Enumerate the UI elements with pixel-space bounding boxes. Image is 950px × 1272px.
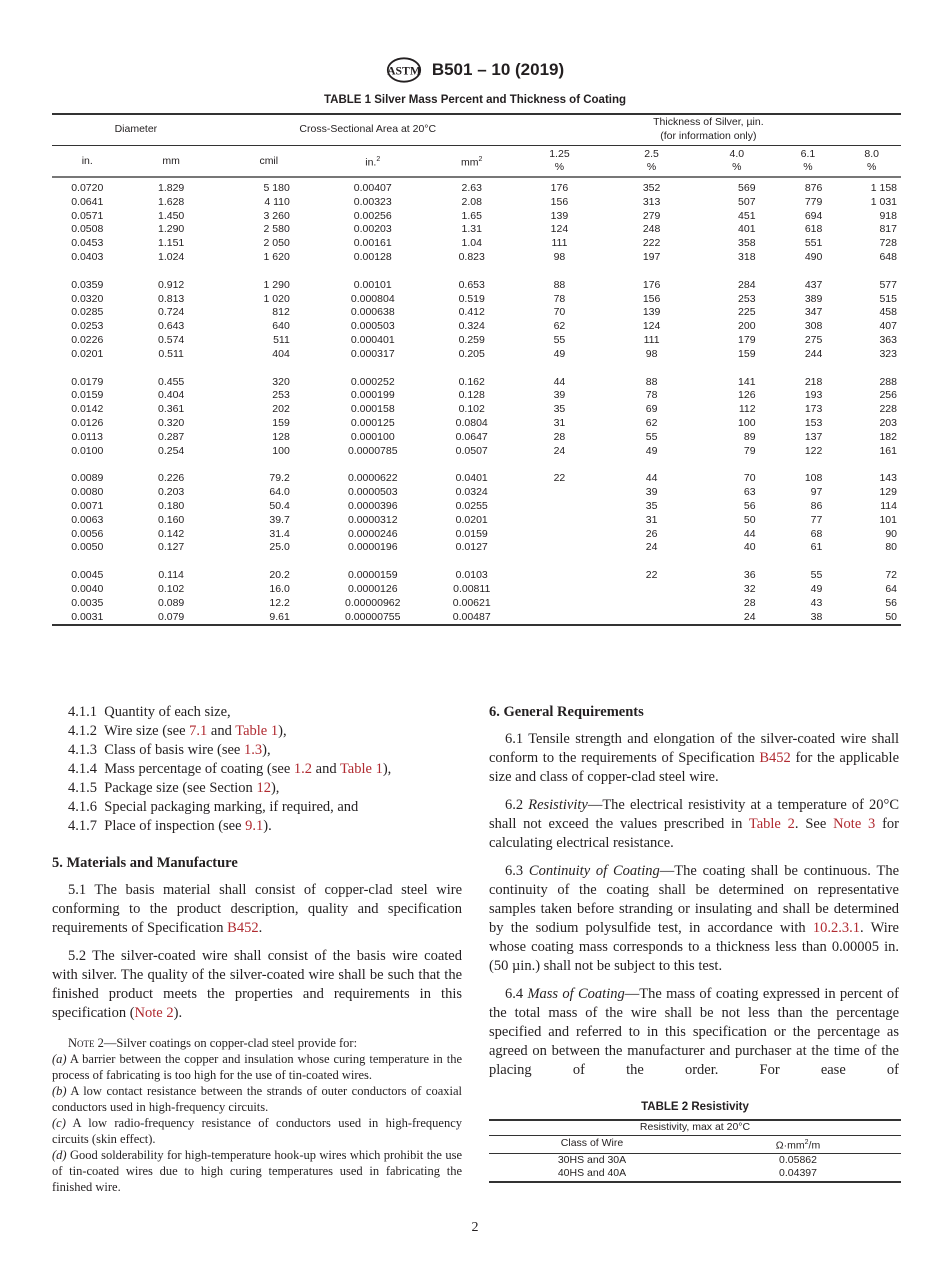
table-row: 0.0641 1.628 4 110 0.00323 2.08 156 313 507 779 1 031 — [71, 195, 897, 208]
list-item: 4.1.5 Package size (see Section 12), — [68, 780, 280, 796]
paragraph-6-3: 6.3 Continuity of Coating—The coating shall be continuous. The continuity of the coating shall be determined on representative samples taken before stranding or insulating and shall be determined by the sodium polysulfide test, in accordance with 10.2.3.1. Wire whose coating mass corresponds to a thickness less than 0.00005 in. (50 µin.) shall not be subject to this test. — [489, 863, 900, 974]
table2-title: TABLE 2 Resistivity — [641, 1101, 749, 1113]
table-row: 0.0056 0.142 31.4 0.0000246 0.0159 26 44 68 90 — [71, 527, 897, 540]
table-row: 0.0050 0.127 25.0 0.0000196 0.0127 24 40 61 80 — [71, 541, 897, 554]
list-item: 4.1.2 Wire size (see 7.1 and Table 1), — [68, 723, 287, 739]
ref-link-table1[interactable]: Table 1 — [339, 761, 383, 777]
ref-link-table1[interactable]: Table 1 — [235, 723, 279, 739]
unit-header: $\Omega\cdot mm^2/m$ — [695, 1135, 901, 1153]
table-row: 0.0320 0.813 1 020 0.000804 0.519 78 156 253 389 515 — [71, 292, 897, 305]
table-row: 0.0040 0.102 16.0 0.0000126 0.00811 32 49 64 — [71, 582, 897, 595]
table-row: 0.0201 0.511 404 0.000317 0.205 49 98 159 244 323 — [71, 347, 897, 360]
list-item: 4.1.1 Quantity of each size, — [68, 704, 231, 720]
note-2: Note 2—Silver coatings on copper-clad steel provide for: (a) A barrier between the copper and insulation whose curing temperature in the process of fabricating is too high for the use of tin-coated wires. (b) A low contact resistance between the strands of outer conductors of coaxial conductors used in high-frequency circuits. (c) A low radio-frequency resistance of conductors used in high-frequency circuits (skin effect). (d) Good solderability for high-temperature hook-up wires which prohibit the use of tin-coated wires due to high curing temperatures used in fabricating the finished wire. — [52, 1036, 462, 1194]
table-row: 0.0080 0.203 64.0 0.0000503 0.0324 39 63 97 129 — [71, 486, 897, 499]
col-mm: mm — [123, 146, 220, 178]
col-25: 2.5 % — [603, 146, 700, 178]
col-61: 6.1 % — [774, 146, 843, 178]
table-row: 0.0359 0.912 1 290 0.00101 0.653 88 176 284 437 577 — [71, 278, 897, 291]
thickness-header: Thickness of Silver, µin. (for information only) — [653, 116, 764, 142]
table-row: 0.0179 0.455 320 0.000252 0.162 44 88 141 218 288 — [71, 375, 897, 388]
ref-link-10-2-3-1[interactable]: 10.2.3.1 — [812, 920, 861, 936]
ref-link-note2[interactable]: Note 2 — [134, 1005, 174, 1021]
note-item: (b) A low contact resistance between the strands of outer conductors of coaxial conductors used in high-frequency circuits. — [52, 1084, 462, 1114]
table1-body — [52, 177, 901, 625]
col-40: 4.0 % — [700, 146, 774, 178]
table-row: 0.0453 1.151 2 050 0.00161 1.04 111 222 358 551 728 — [71, 237, 897, 250]
table1 — [52, 113, 901, 626]
svg-text:ASTM: ASTM — [386, 64, 421, 78]
col-mm2: $mm^2$ — [428, 146, 516, 178]
left-column — [52, 703, 462, 1195]
list-item: 4.1.4 Mass percentage of coating (see 1.2 and Table 1), — [68, 761, 392, 777]
note-item: (a) A barrier between the copper and insulation whose curing temperature in the process of fabricating is too high for the use of tin-coated wires. — [52, 1052, 462, 1082]
paragraph-5-1: 5.1 The basis material shall consist of copper-clad steel wire conforming to the product description, quality and specification requirements of Specification B452. — [52, 882, 462, 936]
ref-link-1-2[interactable]: 1.2 — [293, 761, 313, 777]
document-header — [0, 55, 950, 85]
astm-logo-icon — [386, 55, 422, 85]
list-item: 4.1.6 Special packaging marking, if required, and — [68, 799, 359, 815]
table-row: 0.0253 0.643 640 0.000503 0.324 62 124 200 308 407 — [71, 320, 897, 333]
col-80: 8.0 % — [842, 146, 901, 178]
diameter-header: Diameter — [114, 123, 158, 136]
ref-link-section-12[interactable]: 12 — [256, 780, 271, 796]
paragraph-6-4: 6.4 Mass of Coating—The mass of coating expressed in percent of the total mass of the wire shall be not less than the percentage specified and referred to in this specification or the percentage as agreed on between the manufacturer and purchaser at the time of the placing of the order. For ease of — [489, 986, 900, 1078]
col-in2: in.$^2$ — [318, 146, 428, 178]
section6-heading: 6. General Requirements — [489, 704, 644, 720]
table-row: 0.0285 0.724 812 0.000638 0.412 70 139 225 347 458 — [71, 306, 897, 319]
area-header: Cross-Sectional Area at 20°C — [299, 123, 437, 136]
col-125: 1.25 % — [516, 146, 603, 178]
col-cmil: cmil — [220, 146, 318, 178]
table1-title: TABLE 1 Silver Mass Percent and Thickness of Coating — [323, 94, 627, 106]
table-row: 0.0113 0.287 128 0.000100 0.0647 28 55 89 137 182 — [71, 430, 897, 443]
list-item: 4.1.7 Place of inspection (see 9.1). — [68, 818, 272, 834]
table-row: 0.0035 0.089 12.2 0.00000962 0.00621 28 43 56 — [71, 596, 897, 609]
ref-link-b452[interactable]: B452 — [227, 920, 259, 936]
order-info-list — [52, 703, 462, 836]
ref-link-9-1[interactable]: 9.1 — [245, 818, 264, 834]
table-row: 0.0031 0.079 9.61 0.00000755 0.00487 24 38 50 — [71, 610, 897, 623]
ref-link-7-1[interactable]: 7.1 — [189, 723, 208, 739]
note-item: (c) A low radio-frequency resistance of conductors used in high-frequency circuits (skin effect). — [52, 1116, 462, 1146]
class-of-wire-header: Class of Wire — [489, 1135, 695, 1153]
table-row: 0.0089 0.226 79.2 0.0000622 0.0401 22 44 70 108 143 — [71, 472, 897, 485]
ref-link-table2[interactable]: Table 2 — [748, 816, 795, 832]
table-row: 0.0403 1.024 1 620 0.00128 0.823 98 197 318 490 648 — [71, 250, 897, 263]
table-row: 0.0571 1.450 3 260 0.00256 1.65 139 279 451 694 918 — [71, 209, 897, 222]
page-number: 2 — [471, 1220, 479, 1235]
table2 — [489, 1119, 901, 1183]
paragraph-6-2: 6.2 Resistivity—The electrical resistivity at a temperature of 20°C shall not exceed the values prescribed in Table 2. See Note 3 for calculating electrical resistance. — [489, 797, 899, 851]
table-row: 0.0142 0.361 202 0.000158 0.102 35 69 112 173 228 — [71, 403, 897, 416]
paragraph-6-1: 6.1 Tensile strength and elongation of the silver-coated wire shall conform to the requirements of Specification B452 for the applicable size and class of copper-clad steel wire. — [489, 731, 900, 785]
designation: B501 – 10 (2019) — [431, 60, 565, 79]
table-row: 0.0063 0.160 39.7 0.0000312 0.0201 31 50 77 101 — [71, 513, 897, 526]
list-item: 4.1.3 Class of basis wire (see 1.3), — [68, 742, 271, 758]
table-row: 40HS and 40A 0.04397 — [489, 1167, 901, 1182]
ref-link-b452[interactable]: B452 — [759, 750, 791, 766]
paragraph-5-2: 5.2 The silver-coated wire shall consist of the basis wire coated with silver. The quality of the silver-coated wire shall be such that the finished product meets the properties and requirements in this specification (Note 2). — [52, 948, 462, 1021]
section5-heading: 5. Materials and Manufacture — [52, 855, 238, 871]
table-row: 0.0720 1.829 5 180 0.00407 2.63 176 352 569 876 1 158 — [71, 182, 897, 194]
resistivity-header: Resistivity, max at 20°C — [489, 1120, 901, 1135]
table-row: 0.0126 0.320 159 0.000125 0.0804 31 62 100 153 203 — [71, 416, 897, 429]
table-row: 0.0159 0.404 253 0.000199 0.128 39 78 126 193 256 — [71, 389, 897, 402]
ref-link-note3[interactable]: Note 3 — [833, 816, 876, 832]
right-column — [489, 703, 899, 1080]
col-in: in. — [52, 146, 123, 178]
table-row: 0.0226 0.574 511 0.000401 0.259 55 111 179 275 363 — [71, 333, 897, 346]
table-row: 0.0045 0.114 20.2 0.0000159 0.0103 22 36 55 72 — [71, 569, 897, 582]
note-item: (d) Good solderability for high-temperature hook-up wires which prohibit the use of tin-coated wires due to high curing temperatures used in fabricating the finished wire. — [52, 1148, 462, 1194]
table-row: 0.0100 0.254 100 0.0000785 0.0507 24 49 79 122 161 — [71, 444, 897, 457]
table-row: 0.0508 1.290 2 580 0.00203 1.31 124 248 401 618 817 — [71, 223, 897, 236]
table-row: 30HS and 30A 0.05862 — [557, 1153, 817, 1166]
ref-link-1-3[interactable]: 1.3 — [243, 742, 263, 758]
table-row: 0.0071 0.180 50.4 0.0000396 0.0255 35 56 86 114 — [71, 499, 897, 512]
